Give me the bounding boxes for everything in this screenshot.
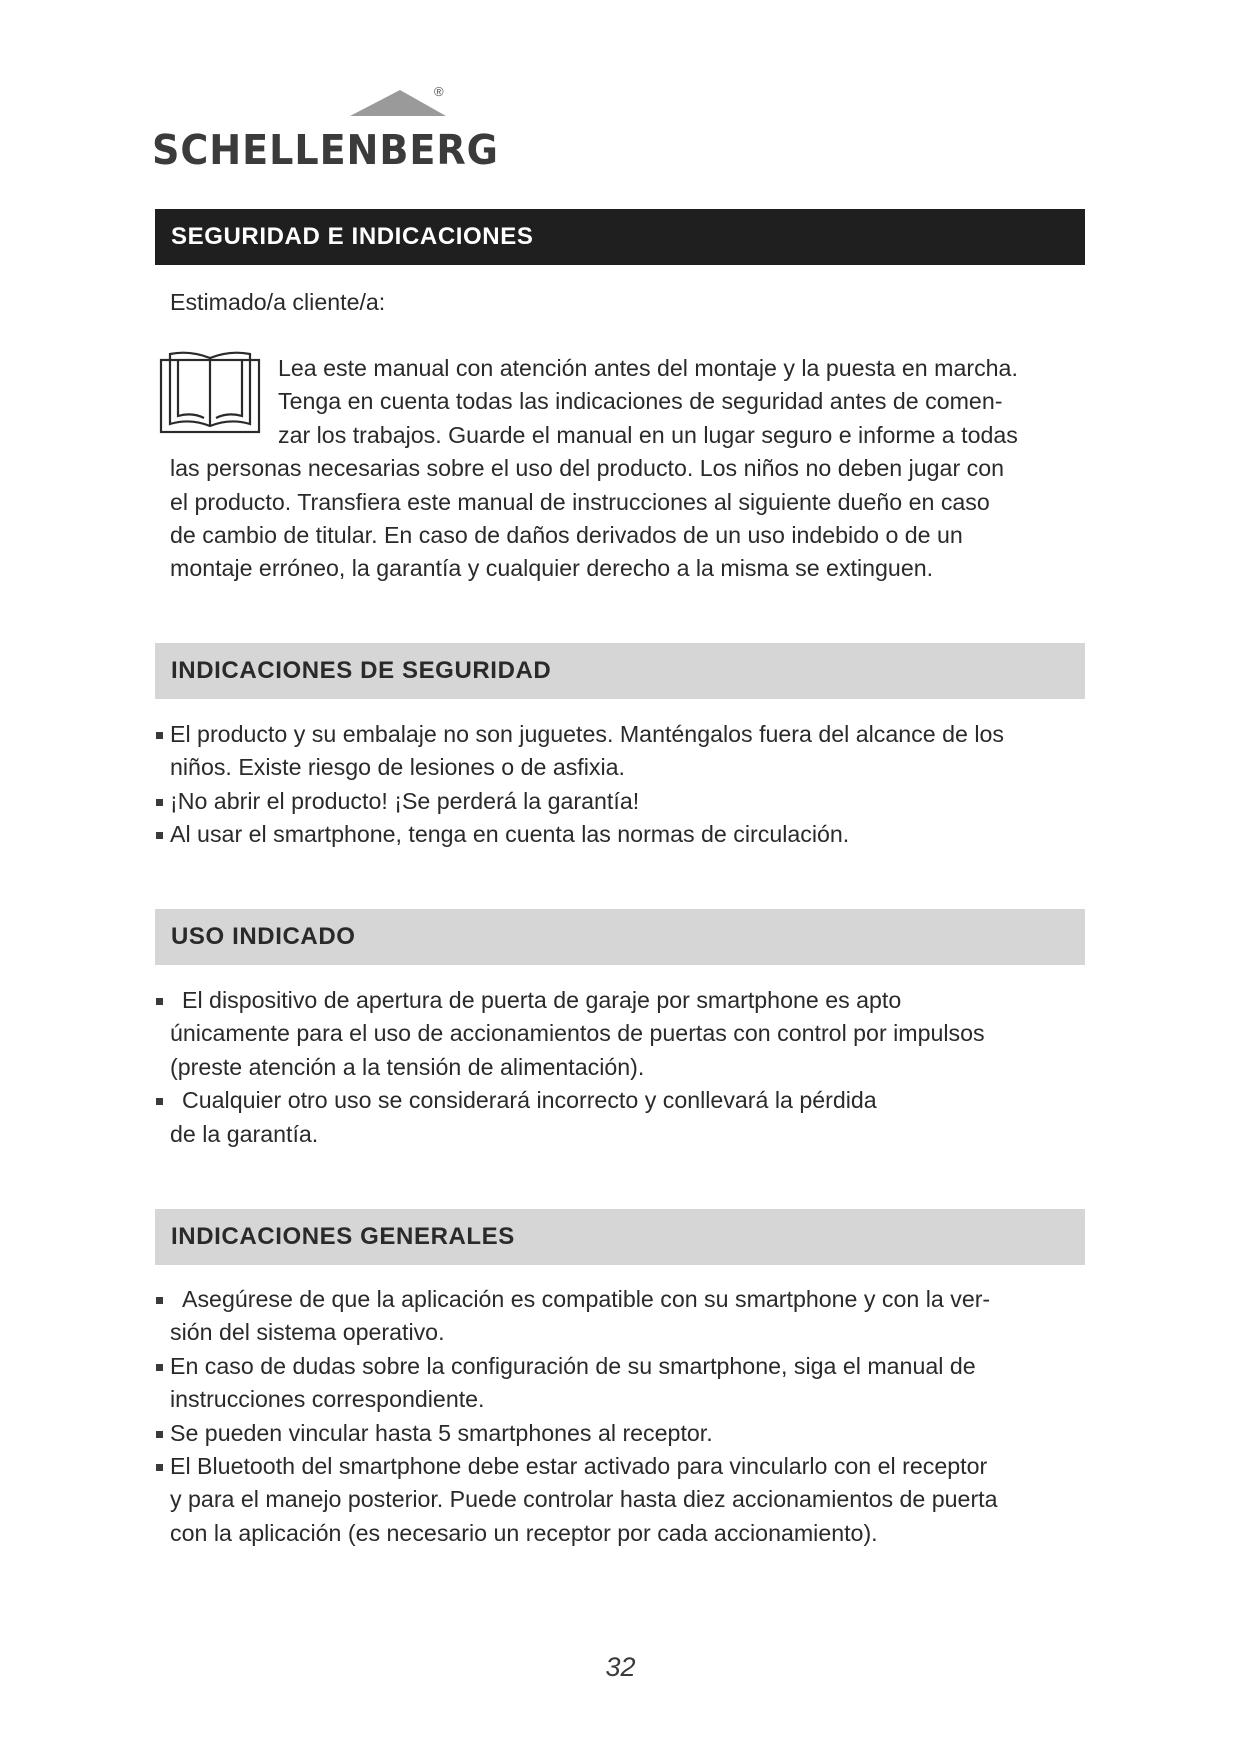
intro-line: zar los trabajos. Guarde el manual en un lugar seguro e informe a todas <box>278 421 1018 448</box>
list-item: ¡No abrir el producto! ¡Se perderá la garantía! <box>156 785 1086 818</box>
intro-line: montaje erróneo, la garantía y cualquier derecho a la misma se extinguen. <box>170 555 934 582</box>
list-item: Se pueden vincular hasta 5 smartphones al receptor. <box>156 1417 1086 1450</box>
general-list <box>156 1283 1086 1550</box>
list-item: El Bluetooth del smartphone debe estar activado para vincularlo con el receptor y para el manejo posterior. Puede controlar hasta diez accionamientos de puerta con la aplicación (es necesario un receptor por cada accionamiento). <box>156 1450 1086 1550</box>
use-list <box>156 984 1086 1151</box>
intro-line: las personas necesarias sobre el uso del producto. Los niños no deben jugar con <box>170 455 1005 482</box>
safety-list <box>156 718 1086 852</box>
list-item: Al usar el smartphone, tenga en cuenta las normas de circulación. <box>156 818 1086 851</box>
section-title-use: USO INDICADO <box>155 909 1085 965</box>
registered-mark: ® <box>434 84 444 99</box>
brand-name: SCHELLENBERG <box>152 126 499 174</box>
list-item: En caso de dudas sobre la configuración de su smartphone, siga el manual de instrucciones correspondiente. <box>156 1350 1086 1417</box>
intro-line: Tenga en cuenta todas las indicaciones de seguridad antes de comen- <box>278 388 1003 415</box>
brand-logo <box>152 84 499 176</box>
page-number: 32 <box>605 1652 636 1682</box>
section-title-safety: INDICACIONES DE SEGURIDAD <box>155 643 1085 699</box>
intro-paragraph <box>170 352 1085 586</box>
section-title-general: INDICACIONES GENERALES <box>155 1209 1085 1265</box>
list-item: Asegúrese de que la aplicación es compatible con su smartphone y con la ver- sión del sistema operativo. <box>156 1283 1086 1350</box>
roof-logo-icon <box>348 86 448 118</box>
list-item: El producto y su embalaje no son juguetes. Manténgalos fuera del alcance de los niños. Existe riesgo de lesiones o de asfixia. <box>156 718 1086 785</box>
intro-line: el producto. Transfiera este manual de instrucciones al siguiente dueño en caso <box>170 488 990 515</box>
intro-line: Lea este manual con atención antes del montaje y la puesta en marcha. <box>278 355 1018 381</box>
greeting: Estimado/a cliente/a: <box>170 289 386 315</box>
section-title-intro: SEGURIDAD E INDICACIONES <box>155 209 1085 265</box>
list-item: Cualquier otro uso se considerará incorrecto y conllevará la pérdida de la garantía. <box>156 1084 1086 1151</box>
list-item: El dispositivo de apertura de puerta de garaje por smartphone es apto únicamente para el uso de accionamientos de puertas con control por impulsos (preste atención a la tensión de alimentación). <box>156 984 1086 1084</box>
intro-line: de cambio de titular. En caso de daños derivados de un uso indebido o de un <box>170 522 963 549</box>
